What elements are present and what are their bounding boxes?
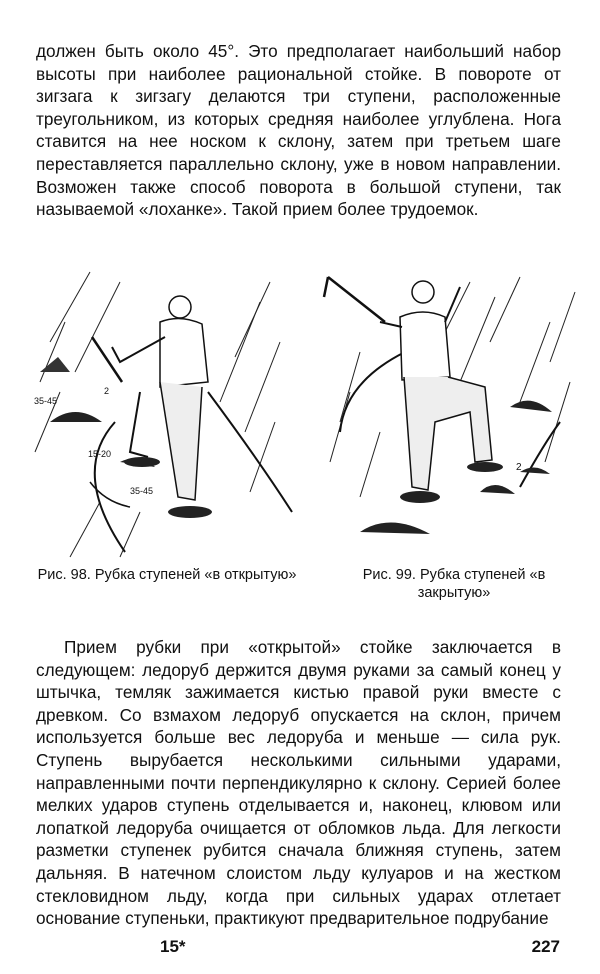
climber-closed-stance-drawing bbox=[320, 262, 580, 562]
angle-label-lower: 35-45 bbox=[130, 486, 154, 496]
step-number-label: 2 bbox=[104, 386, 110, 396]
figure-99-caption: Рис. 99. Рубка ступеней «в закрытую» bbox=[362, 567, 546, 601]
climber-open-stance-drawing bbox=[30, 262, 300, 562]
step-number-label: 2 bbox=[516, 462, 522, 473]
figure-98-caption: Рис. 98. Рубка ступеней «в открытую» bbox=[37, 567, 297, 583]
printer-signature: 15* bbox=[160, 937, 186, 956]
angle-label-upper: 35-45 bbox=[34, 396, 58, 406]
figure-98-illustration bbox=[30, 262, 300, 562]
page-number: 227 bbox=[531, 937, 560, 956]
body-paragraph-bottom: Прием рубки при «открытой» стойке заключается в следующем: ледоруб держится двумя руками за самый конец у штычка, темляк зажимается кистью правой руки вместе с древком. Со взмахом ледоруб опускается на склон, причем используется больше вес ледоруба и меньше — сила рук. Ступень вырубается несколькими сильными ударами, направленными почти перпендикулярно к склону. Серией более мелких ударов ступень отделывается и, наконец, клювом или лопаткой ледоруба очищается от обломков льда. Для легкости разметки ступенек рубится сначала ближняя ступень, затем дальняя. В натечном слоистом льду кулуаров и на жестком стекловидном льду, когда при сильных ударах отлетает основание ступеньки, практикуют предварительное подрубание bbox=[36, 637, 561, 929]
figure-99-illustration bbox=[320, 262, 580, 562]
angle-label-middle: 15-20 bbox=[88, 449, 112, 459]
body-paragraph-top: должен быть около 45°. Это предполагает наибольший набор высоты при наиболее рациональной стойке. В повороте от зигзага к зигзагу делаются три ступени, расположенные треугольником, из которых средняя наиболее углублена. Нога ставится на нее носком к склону, затем при третьем шаге переставляется параллельно склону, уже в новом направлении. Возможен также способ поворота в большой ступени, так называемой «лоханке». Такой прием более трудоемок. bbox=[36, 41, 561, 220]
